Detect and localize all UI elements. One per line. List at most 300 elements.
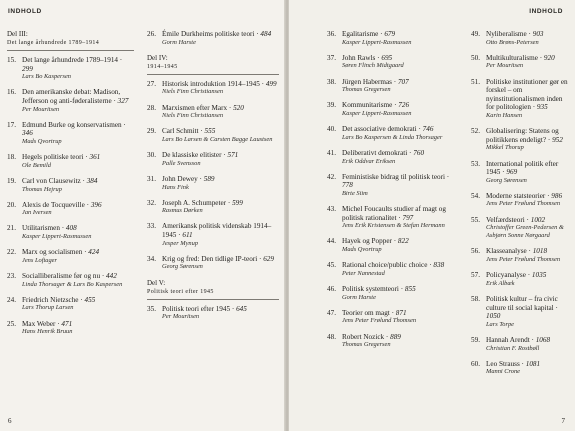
chapter-page-number: 645	[236, 304, 247, 313]
chapter-title-line	[342, 125, 455, 134]
chapter-title-line	[162, 104, 279, 113]
toc-entry	[471, 192, 571, 209]
left-page	[0, 0, 286, 431]
chapter-title-line	[162, 30, 279, 39]
toc-entry	[471, 160, 571, 185]
toc-entry	[7, 121, 134, 146]
chapter-number: 34.	[147, 254, 156, 263]
chapter-title-line	[342, 285, 455, 294]
chapter-author: Lars Bo Kaspersen & Linda Thorsager	[342, 133, 443, 141]
chapter-page-number: 707	[397, 77, 409, 86]
chapter-number: 55.	[471, 215, 480, 224]
chapter-page-number: 871	[395, 308, 407, 317]
chapter-title: Socialliberalisme før og nu ·	[22, 272, 107, 281]
toc-entry	[7, 296, 134, 313]
chapter-title-line	[162, 127, 279, 136]
toc-entry	[147, 80, 279, 97]
chapter-author: Palle Svensson	[162, 159, 201, 167]
chapter-page-number: 935	[536, 103, 548, 112]
chapter-author: Rasmus Dørken	[162, 207, 203, 215]
chapter-title: Det associative demokrati ·	[342, 125, 423, 134]
chapter-page-number: 760	[413, 148, 425, 157]
chapter-author: Peter Nannestad	[342, 269, 385, 277]
chapter-title: Rational choice/public choice ·	[342, 261, 434, 270]
toc-entry	[471, 127, 571, 152]
chapter-author: Jan Iversen	[22, 209, 52, 217]
chapter-title-line	[486, 78, 571, 112]
toc-entry	[327, 237, 455, 254]
chapter-page-number: 903	[532, 30, 544, 38]
chapter-page-number: 299	[22, 64, 33, 73]
chapter-title-line	[22, 121, 134, 138]
part-heading	[7, 30, 134, 51]
toc-entry	[147, 255, 279, 272]
part-title: Del V:	[147, 278, 166, 287]
chapter-author: Lars Thorup Larsen	[22, 304, 74, 312]
toc-entry	[471, 360, 571, 377]
chapter-page-number: 346	[22, 129, 33, 138]
chapter-number: 22.	[7, 248, 16, 257]
entry-list	[327, 30, 455, 349]
chapter-author: Manni Crone	[486, 368, 521, 376]
chapter-author: Jens Loftager	[22, 256, 57, 264]
chapter-title-line	[486, 360, 571, 369]
chapter-number: 20.	[7, 200, 16, 209]
chapter-number: 16.	[7, 88, 16, 97]
chapter-title: Jürgen Habermas ·	[342, 77, 398, 86]
chapter-number: 50.	[471, 53, 480, 62]
chapter-title: Marxismen efter Marx ·	[162, 103, 234, 112]
chapter-author: Gorm Harste	[342, 293, 376, 301]
page-number: 7	[561, 417, 565, 425]
chapter-title: Friedrich Nietzsche ·	[22, 295, 85, 304]
chapter-page-number: 746	[422, 125, 434, 134]
chapter-number: 21.	[7, 224, 16, 233]
chapter-title: Max Weber ·	[22, 319, 62, 328]
chapter-author: Mads Qvortrup	[22, 137, 62, 145]
chapter-page-number: 442	[106, 272, 117, 281]
toc-entry	[471, 271, 571, 288]
chapter-number: 15.	[7, 56, 16, 64]
chapter-number: 24.	[7, 295, 16, 304]
chapter-number: 40.	[327, 125, 336, 134]
chapter-author: Per Mouritsen	[162, 313, 200, 321]
chapter-title: Joseph A. Schumpeter ·	[162, 198, 233, 207]
chapter-page-number: 1002	[530, 215, 546, 224]
chapter-title: De klassiske elitister ·	[162, 151, 228, 160]
chapter-author: Hans Fink	[162, 183, 189, 191]
chapter-page-number: 327	[117, 96, 129, 105]
toc-entry	[147, 127, 279, 144]
toc-entry	[471, 78, 571, 120]
chapter-title-line	[342, 237, 455, 246]
chapter-title-line	[342, 173, 455, 190]
chapter-author: Jens Peter Frølund Thomsen	[486, 200, 561, 208]
chapter-title: Kommunitarisme ·	[342, 101, 399, 110]
chapter-title: Michel Foucaults studier af magt og politisk rationalitet ·	[342, 205, 446, 222]
chapter-title-line	[486, 247, 571, 256]
toc-entry	[147, 175, 279, 192]
toc-entry	[7, 248, 134, 265]
chapter-author: Thomas Gregersen	[342, 86, 391, 94]
chapter-title-line	[342, 54, 455, 63]
toc-entry	[7, 88, 134, 113]
chapter-author: Birte Siim	[342, 189, 368, 197]
chapter-number: 33.	[147, 222, 156, 231]
chapter-title-line	[486, 54, 571, 63]
divider	[7, 50, 134, 51]
chapter-title-line	[22, 320, 134, 329]
chapter-number: 28.	[147, 103, 156, 112]
toc-entry	[7, 56, 134, 81]
chapter-number: 37.	[327, 53, 336, 62]
chapter-page-number: 396	[90, 200, 102, 209]
toc-entry	[327, 261, 455, 278]
chapter-title-line	[486, 160, 571, 177]
chapter-page-number: 695	[381, 53, 393, 62]
divider	[147, 74, 279, 75]
chapter-title: Carl Schmitt ·	[162, 127, 205, 136]
chapter-page-number: 797	[402, 213, 414, 222]
chapter-page-number: 969	[506, 168, 518, 177]
chapter-title-line	[342, 309, 455, 318]
chapter-author: Ole Bemild	[22, 161, 51, 169]
chapter-author: Lars Bo Larsen & Carsten Bagge Laustsen	[162, 135, 273, 143]
chapter-number: 42.	[327, 172, 336, 181]
chapter-title-line	[342, 78, 455, 87]
chapter-page-number: 589	[203, 174, 215, 183]
chapter-title: Politiske institutioner gør en forskel – om nyinstitutionalismen inden for politologien ·	[486, 77, 568, 112]
chapter-title-line	[342, 333, 455, 342]
chapter-title: Krig og fred: Den tidlige IP-teori ·	[162, 254, 264, 263]
chapter-title-line	[22, 56, 134, 73]
toc-entry	[327, 30, 455, 47]
chapter-number: 31.	[147, 174, 156, 183]
chapter-author: Niels Finn Christiansen	[162, 112, 224, 120]
toc-entry	[7, 272, 134, 289]
chapter-title: Det lange århundrede 1789–1914 ·	[22, 56, 123, 64]
chapter-title-line	[486, 127, 571, 144]
chapter-author: Linda Thorsager & Lars Bo Kaspersen	[22, 280, 123, 288]
toc-entry	[7, 320, 134, 337]
chapter-title-line	[22, 248, 134, 257]
chapter-page-number: 855	[404, 285, 416, 293]
chapter-author: Kasper Lippert-Rasmussen	[342, 109, 412, 117]
chapter-title: Marx og socialismen ·	[22, 248, 89, 257]
toc-entry	[7, 224, 134, 241]
chapter-author: Thomas Gregersen	[342, 341, 391, 349]
chapter-title: Politisk systemteori ·	[342, 285, 405, 293]
chapter-number: 58.	[471, 295, 480, 303]
chapter-number: 29.	[147, 127, 156, 136]
entry-list	[147, 80, 279, 272]
chapter-title-line	[162, 305, 279, 314]
chapter-number: 30.	[147, 151, 156, 160]
chapter-author: Niels Finn Christiansen	[162, 88, 224, 96]
chapter-page-number: 499	[265, 79, 277, 88]
chapter-author: Gorm Harste	[162, 38, 196, 46]
chapter-title-line	[342, 101, 455, 110]
toc-column	[147, 30, 279, 328]
divider	[147, 299, 279, 300]
chapter-title: Feministiske bidrag til politisk teori ·	[342, 172, 450, 181]
chapter-title-line	[162, 80, 279, 89]
chapter-author: Mikkel Thorup	[486, 144, 524, 152]
chapter-title-line	[22, 201, 134, 210]
chapter-number: 46.	[327, 285, 336, 293]
toc-entry	[7, 153, 134, 170]
chapter-title: Policyanalyse ·	[486, 271, 532, 280]
chapter-title-line	[342, 205, 455, 222]
chapter-page-number: 571	[227, 151, 239, 160]
chapter-author: Karin Hansen	[486, 111, 523, 119]
chapter-title-line	[162, 222, 279, 239]
chapter-title: Edmund Burke og konservatismen ·	[22, 120, 126, 129]
toc-entry	[327, 205, 455, 230]
chapter-title: Multikulturalisme ·	[486, 53, 544, 62]
chapter-author: Per Mouritsen	[22, 105, 60, 113]
chapter-author: Georg Sørensen	[162, 263, 203, 271]
toc-entry	[147, 30, 279, 47]
chapter-title-line	[342, 149, 455, 158]
chapter-title-line	[486, 216, 571, 225]
chapter-number: 59.	[471, 335, 480, 344]
toc-entry	[327, 78, 455, 95]
chapter-title: Robert Nozick ·	[342, 332, 391, 341]
chapter-title: International politik efter 1945 ·	[486, 159, 559, 177]
chapter-title: Alexis de Tocqueville ·	[22, 200, 91, 209]
toc-entry	[147, 151, 279, 168]
chapter-title: Amerikansk politisk videnskab 1914–1945 ·	[162, 222, 272, 240]
chapter-title-line	[342, 261, 455, 270]
chapter-title: Utilitarismen ·	[22, 224, 66, 233]
chapter-title-line	[22, 224, 134, 233]
chapter-author: Lars Torpe	[486, 320, 515, 328]
chapter-number: 19.	[7, 176, 16, 185]
right-page	[289, 0, 575, 431]
part-title: Del IV:	[147, 53, 168, 62]
chapter-page-number: 1035	[531, 271, 547, 280]
chapter-page-number: 611	[182, 231, 193, 240]
toc-entry	[327, 54, 455, 71]
chapter-number: 48.	[327, 332, 336, 341]
chapter-title: Leo Strauss ·	[486, 359, 526, 368]
chapter-author: Jens Erik Kristensen & Stefan Hermann	[342, 222, 445, 230]
chapter-page-number: 484	[260, 30, 272, 38]
chapter-author: Christoffer Green-Pedersen & Asbjørn Sonne Nørgaard	[486, 224, 564, 240]
chapter-author: Jens Peter Frølund Thomsen	[486, 256, 561, 264]
toc-entry	[327, 285, 455, 302]
chapter-title-line	[162, 151, 279, 160]
chapter-number: 32.	[147, 198, 156, 207]
chapter-title-line	[22, 153, 134, 162]
chapter-author: Thomas Hejrup	[22, 185, 62, 193]
chapter-page-number: 986	[551, 191, 563, 200]
chapter-number: 23.	[7, 272, 16, 281]
toc-entry	[327, 333, 455, 350]
part-heading	[147, 279, 279, 300]
chapter-page-number: 471	[61, 319, 73, 328]
toc-entry	[327, 309, 455, 326]
chapter-title-line	[486, 192, 571, 201]
toc-column	[471, 30, 571, 384]
chapter-number: 44.	[327, 237, 336, 246]
chapter-page-number: 629	[263, 254, 274, 263]
toc-entry	[471, 30, 571, 47]
chapter-title: John Rawls ·	[342, 53, 382, 62]
toc-column	[7, 30, 134, 343]
page-number: 6	[8, 417, 12, 425]
chapter-page-number: 726	[398, 101, 410, 110]
chapter-number: 35.	[147, 304, 156, 313]
chapter-author: Georg Sørensen	[486, 176, 527, 184]
chapter-title: Hannah Arendt ·	[486, 335, 536, 344]
chapter-title: Egalitarisme ·	[342, 30, 385, 38]
chapter-author: Erik Albæk	[486, 279, 515, 287]
chapter-number: 49.	[471, 30, 480, 38]
entry-list	[147, 30, 279, 47]
part-subtitle: Politisk teori efter 1945	[147, 288, 214, 295]
chapter-title: Politisk teori efter 1945 ·	[162, 304, 237, 313]
part-subtitle: 1914–1945	[147, 63, 178, 70]
chapter-title-line	[162, 175, 279, 184]
toc-entry	[471, 247, 571, 264]
chapter-title: Hegels politiske teori ·	[22, 153, 90, 162]
chapter-author: Søren Flinch Midtgaard	[342, 62, 404, 70]
entry-list	[7, 56, 134, 336]
chapter-number: 53.	[471, 159, 480, 168]
chapter-author: Jens Peter Frølund Thomsen	[342, 317, 417, 325]
chapter-page-number: 822	[397, 237, 409, 246]
entry-list	[147, 305, 279, 322]
chapter-author: Jesper Mynup	[162, 239, 199, 247]
toc-entry	[471, 54, 571, 71]
chapter-author: Per Mouritsen	[486, 62, 524, 70]
chapter-number: 45.	[327, 261, 336, 270]
running-head: INDHOLD	[529, 8, 563, 15]
chapter-title-line	[22, 272, 134, 281]
chapter-title: Carl von Clausewitz ·	[22, 176, 87, 185]
chapter-number: 41.	[327, 148, 336, 157]
chapter-title: Den amerikanske debat: Madison, Jefferson og anti-føderalisterne ·	[22, 88, 121, 105]
chapter-number: 56.	[471, 247, 480, 256]
toc-entry	[471, 336, 571, 353]
toc-entry	[147, 222, 279, 247]
chapter-title-line	[486, 271, 571, 280]
chapter-title: Nyliberalisme ·	[486, 30, 533, 38]
chapter-title: Velfærdsteori ·	[486, 215, 531, 224]
chapter-page-number: 361	[89, 153, 101, 162]
chapter-number: 52.	[471, 127, 480, 136]
chapter-number: 25.	[7, 319, 16, 328]
running-head: INDHOLD	[8, 8, 42, 15]
chapter-author: Kasper Lippert-Rasmussen	[22, 233, 92, 241]
chapter-author: Erik Oddvar Eriksen	[342, 157, 396, 165]
chapter-title-line	[162, 255, 279, 264]
chapter-number: 47.	[327, 308, 336, 317]
chapter-number: 43.	[327, 205, 336, 214]
chapter-number: 54.	[471, 191, 480, 200]
toc-entry	[471, 216, 571, 241]
toc-entry	[327, 101, 455, 118]
chapter-number: 51.	[471, 77, 480, 86]
part-title: Del III:	[7, 30, 28, 38]
chapter-title: Globalisering: Statens og politikkens endeligt? ·	[486, 127, 559, 144]
chapter-page-number: 952	[552, 135, 563, 144]
chapter-author: Christian F. Rostbøll	[486, 344, 540, 352]
chapter-number: 36.	[327, 30, 336, 38]
chapter-title: Teorier om magt ·	[342, 308, 396, 317]
chapter-number: 57.	[471, 271, 480, 280]
part-heading	[147, 54, 279, 75]
chapter-number: 18.	[7, 153, 16, 162]
chapter-title: John Dewey ·	[162, 174, 204, 183]
chapter-number: 17.	[7, 120, 16, 129]
chapter-author: Kasper Lippert-Rasmussen	[342, 38, 412, 46]
chapter-page-number: 1018	[532, 247, 548, 256]
chapter-page-number: 555	[204, 127, 216, 136]
toc-entry	[327, 125, 455, 142]
toc-entry	[7, 201, 134, 218]
chapter-page-number: 520	[233, 103, 244, 112]
toc-entry	[147, 104, 279, 121]
chapter-page-number: 920	[543, 53, 555, 62]
chapter-page-number: 1081	[525, 359, 541, 368]
chapter-title-line	[486, 295, 571, 321]
chapter-page-number: 384	[86, 176, 98, 185]
chapter-number: 38.	[327, 77, 336, 86]
part-subtitle: Det lange århundrede 1789–1914	[7, 40, 100, 46]
chapter-page-number: 408	[65, 224, 77, 233]
chapter-number: 26.	[147, 30, 156, 38]
chapter-page-number: 778	[342, 181, 353, 190]
toc-entry	[327, 149, 455, 166]
chapter-title: Klasseanalyse ·	[486, 247, 533, 256]
chapter-page-number: 889	[390, 332, 401, 341]
chapter-title-line	[162, 199, 279, 208]
toc-entry	[7, 177, 134, 194]
toc-entry	[147, 305, 279, 322]
chapter-number: 39.	[327, 101, 336, 110]
chapter-author: Hans Henrik Bruun	[22, 328, 73, 336]
chapter-title-line	[22, 88, 134, 105]
chapter-title-line	[22, 177, 134, 186]
chapter-page-number: 424	[88, 248, 100, 257]
chapter-author: Lars Bo Kaspersen	[22, 73, 72, 81]
toc-entry	[471, 295, 571, 329]
toc-column	[327, 30, 455, 356]
chapter-number: 27.	[147, 79, 156, 88]
chapter-title-line	[486, 30, 571, 39]
chapter-author: Otto Brøns-Petersen	[486, 38, 539, 46]
chapter-page-number: 679	[384, 30, 396, 38]
chapter-title: Politisk kultur – fra civic culture til social kapital ·	[486, 295, 558, 312]
toc-entry	[327, 173, 455, 198]
chapter-page-number: 455	[84, 295, 96, 304]
chapter-page-number: 1050	[486, 312, 501, 321]
chapter-number: 60.	[471, 359, 480, 368]
chapter-title: Historisk introduktion 1914–1945 ·	[162, 79, 266, 88]
chapter-author: Mads Qvortrup	[342, 246, 382, 254]
toc-entry	[147, 199, 279, 216]
chapter-page-number: 599	[232, 198, 243, 207]
chapter-title: Émile Durkheims politiske teori ·	[162, 30, 261, 38]
chapter-title-line	[22, 296, 134, 305]
chapter-title: Moderne statsteorier ·	[486, 191, 552, 200]
chapter-title: Hayek og Popper ·	[342, 237, 398, 246]
chapter-title-line	[342, 30, 455, 39]
chapter-title-line	[486, 336, 571, 345]
